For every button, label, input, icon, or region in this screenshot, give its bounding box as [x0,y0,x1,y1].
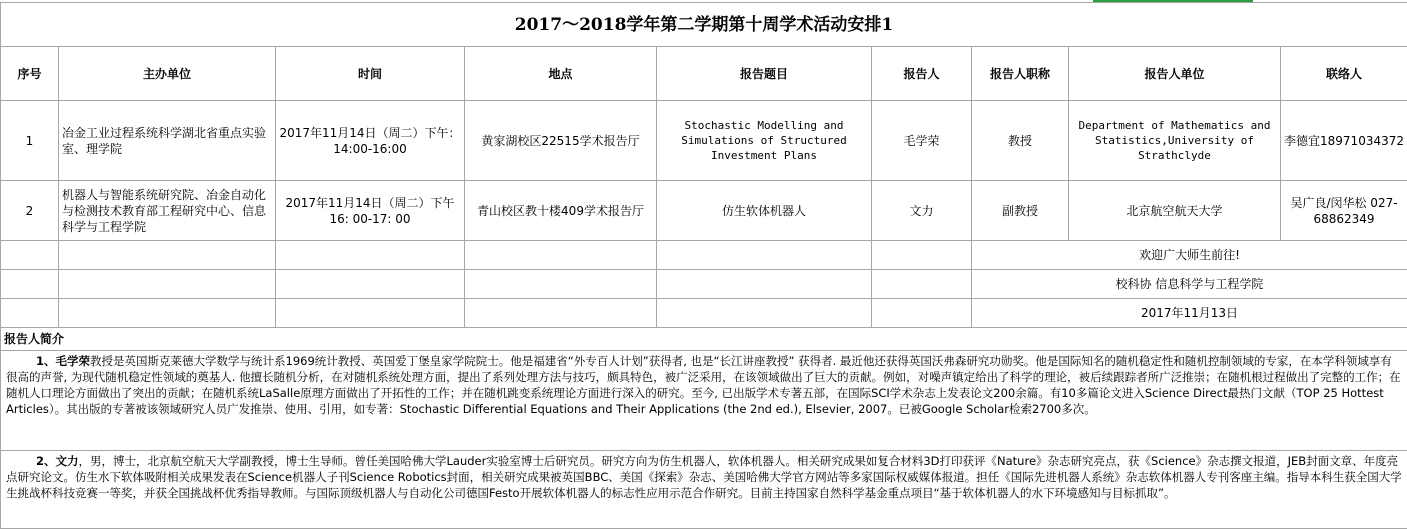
bio-section-title[interactable]: 报告人简介 [1,328,1407,351]
empty-cell[interactable] [465,241,657,270]
cell-no[interactable]: 2 [1,181,59,241]
page-title[interactable]: 2017～2018学年第二学期第十周学术活动安排1 [1,3,1407,47]
cell-time[interactable]: 2017年11月14日（周二）下午：14:00-16:00 [276,101,465,181]
empty-cell[interactable] [657,270,872,299]
empty-cell[interactable] [465,299,657,328]
empty-cell[interactable] [59,299,276,328]
col-header-time[interactable]: 时间 [276,47,465,101]
date-note[interactable]: 2017年11月13日 [972,299,1407,328]
cell-topic[interactable]: 仿生软体机器人 [657,181,872,241]
bio-number: 1、 [6,354,56,368]
bio-text: 教授是英国斯克莱德大学数学与统计系1969统计教授、英国爱丁堡皇家学院院士。他是福建省“外专百人计划”获得者, 也是“长江讲座教授” 获得者. 最近他还获得英国沃弗森研究功勋奖。他是国际知名的随机稳定性和随机控制领域的专家，在本学科领域享有很高的声誉, 为现代随机稳定性领域的奠基人. 他擅长随机分析，在对随机系统处理方面，提出了系列处理方法与技巧，颇具特色，被广泛采用，在该领域做出了巨大的贡献。例如，对噪声镇定给出了科学的理论，被后续跟踪者所广泛推崇；在随机根过程做出了完整的工作；在随机人口理论方面做出了突出的贡献；在随机系统LaSalle原理方面做出了开拓性的工作；并在随机跳变系统理论方面进行深入的研究。至今, 已出版学术专著五部，在国际SCI学术杂志上发表论文200余篇。有10多篇论文进入Science Direct最热门文献（TOP 25 Hottest Articles）。其出版的专著被该领域研究人员广发推崇、使用、引用，如专著：Stochastic Differential Equations and Their Applications (the 2nd ed.), Elsevier, 2007。已被Google Scholar检索2700多次。 [6,354,1401,416]
empty-cell[interactable] [276,241,465,270]
cell-speaker[interactable]: 文力 [872,181,972,241]
bio-text: ，男，博士，北京航空航天大学副教授，博士生导师。曾任美国哈佛大学Lauder实验室博士后研究员。研究方向为仿生机器人，软体机器人。相关研究成果如复合材料3D打印获评《Nature》杂志研究亮点，获《Science》杂志撰文报道，JEB封面文章、年度亮点研究论文。仿生水下软体吸附相关成果发表在Science机器人子刊Science Robotics封面，相关研究成果被英国BBC、美国《探索》杂志、美国哈佛大学官方网站等多家国际权威媒体报道。担任《国际先进机器人系统》杂志软体机器人专刊客座主编。指导本科生获全国大学生挑战杯科技竞赛一等奖，并获全国挑战杯优秀指导教师。与国际顶级机器人与自动化公司德国Festo开展软体机器人的标志性应用示范合作研究。目前主持国家自然科学基金重点项目“基于软体机器人的水下环境感知与目标抓取”。 [6,454,1402,500]
cell-speaker-unit[interactable]: Department of Mathematics and Statistics,University of Strathclyde [1069,101,1281,181]
schedule-table [0,2,1407,529]
empty-cell[interactable] [657,299,872,328]
empty-cell[interactable] [1,241,59,270]
organizers-note[interactable]: 校科协 信息科学与工程学院 [972,270,1407,299]
col-header-place[interactable]: 地点 [465,47,657,101]
empty-cell[interactable] [872,241,972,270]
bio-entry[interactable] [1,351,1407,451]
col-header-speaker-unit[interactable]: 报告人单位 [1069,47,1281,101]
table-row [1,101,1407,181]
cell-place[interactable]: 黄家湖校区22515学术报告厅 [465,101,657,181]
cell-no[interactable]: 1 [1,101,59,181]
cell-time[interactable]: 2017年11月14日（周二）下午16: 00-17: 00 [276,181,465,241]
empty-cell[interactable] [1,270,59,299]
col-header-contact[interactable]: 联络人 [1281,47,1407,101]
cell-host[interactable]: 机器人与智能系统研究院、冶金自动化与检测技术教育部工程研究中心、信息科学与工程学院 [59,181,276,241]
header-row [1,47,1407,101]
bio-entry[interactable] [1,451,1407,529]
empty-cell[interactable] [59,241,276,270]
cell-speaker-title[interactable]: 教授 [972,101,1069,181]
empty-cell[interactable] [1,299,59,328]
cell-contact[interactable]: 吴广良/闵华松 027-68862349 [1281,181,1407,241]
empty-cell[interactable] [465,270,657,299]
table-row [1,181,1407,241]
cell-host[interactable]: 冶金工业过程系统科学湖北省重点实验室、理学院 [59,101,276,181]
cell-topic[interactable]: Stochastic Modelling and Simulations of Structured Investment Plans [657,101,872,181]
col-header-topic[interactable]: 报告题目 [657,47,872,101]
cell-place[interactable]: 青山校区教十楼409学术报告厅 [465,181,657,241]
welcome-note[interactable]: 欢迎广大师生前往! [972,241,1407,270]
empty-cell[interactable] [872,299,972,328]
cell-speaker-unit[interactable]: 北京航空航天大学 [1069,181,1281,241]
bio-name: 毛学荣 [56,354,91,368]
empty-cell[interactable] [657,241,872,270]
bio-number: 2、 [6,454,56,468]
bio-name: 文力 [56,454,79,468]
empty-cell[interactable] [276,299,465,328]
col-header-no[interactable]: 序号 [1,47,59,101]
col-header-speaker-title[interactable]: 报告人职称 [972,47,1069,101]
col-header-speaker[interactable]: 报告人 [872,47,972,101]
empty-cell[interactable] [872,270,972,299]
cell-speaker-title[interactable]: 副教授 [972,181,1069,241]
col-header-host[interactable]: 主办单位 [59,47,276,101]
empty-cell[interactable] [59,270,276,299]
cell-speaker[interactable]: 毛学荣 [872,101,972,181]
cell-contact[interactable]: 李德宜18971034372 [1281,101,1407,181]
empty-cell[interactable] [276,270,465,299]
